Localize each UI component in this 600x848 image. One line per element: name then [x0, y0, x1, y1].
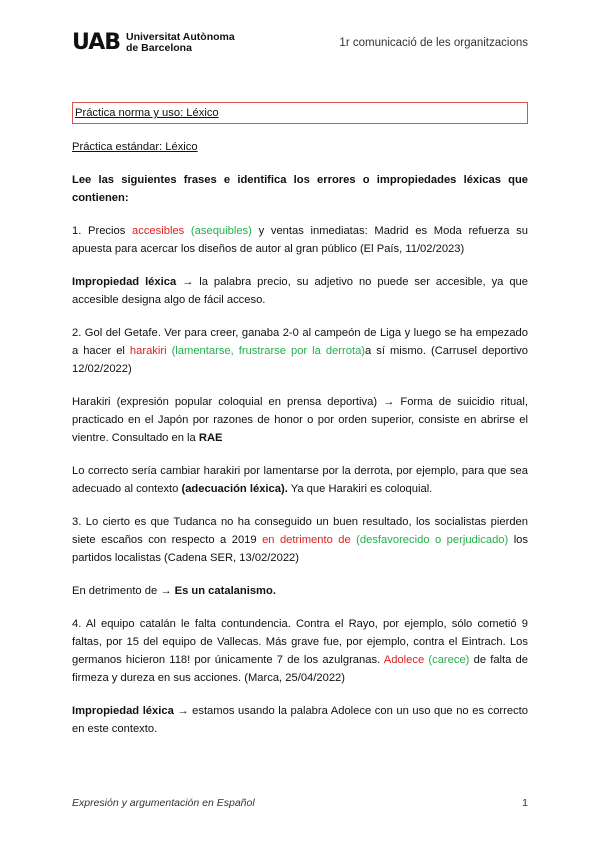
example-2-note — [72, 462, 528, 498]
ex4-error: Adolece — [383, 654, 425, 666]
example-3-note — [72, 582, 528, 600]
logo-line-2: de Barcelona — [125, 42, 192, 54]
uab-logo — [72, 32, 235, 54]
example-2-definition — [72, 393, 528, 447]
document-body — [72, 102, 528, 753]
logo-mark: UAB — [72, 30, 120, 55]
ex4-post: de falta de firmeza y dureza en sus acciones. (Marca, 25/04/2022) — [72, 654, 528, 684]
ex2-post: a sí mismo. (Carrusel deportivo 12/02/2022) — [72, 345, 528, 375]
example-1 — [72, 222, 528, 258]
ex3-note-bold: → Es un catalanismo. — [160, 585, 276, 597]
practice-title-box: Práctica norma y uso: Léxico — [72, 102, 528, 124]
ex2-note-post: Ya que Harakiri es coloquial. — [287, 483, 433, 495]
ex4-pre: 4. Al equipo catalán le falta contundencia. Contra el Rayo, por ejemplo, sólo cometió 9 faltas, por 15 del equipo de Vallecas. Más grave fue, por ejemplo, contra el Eintrach. Los germanos hicieron 118! por únicamente 7 de los azulgranas. — [72, 618, 528, 666]
ex3-error: en detrimento de — [262, 534, 351, 546]
ex2-fix: (lamentarse, frustrarse por la derrota) — [166, 345, 366, 357]
example-4 — [72, 615, 528, 687]
ex1-note-arrow: → — [176, 276, 200, 288]
ex4-note-label: Impropiedad léxica — [72, 705, 174, 717]
ex4-note-text: → estamos usando la palabra Adolece con un uso que no es correcto en este contexto. — [72, 705, 529, 735]
ex1-pre: 1. Precios — [72, 225, 133, 237]
ex2-def-text: Harakiri (expresión popular coloquial en prensa deportiva) → Forma de suicidio ritual, practicado en el Japón por razones de honor o por orden superior, consiste en abrirse el vientre. Consultado en la — [72, 396, 528, 444]
ex3-note-pre: En detrimento de — [72, 585, 161, 597]
example-3 — [72, 513, 528, 567]
logo-text — [126, 32, 235, 54]
example-4-note — [72, 702, 528, 738]
example-2 — [72, 324, 528, 378]
ex3-pre: 3. Lo cierto es que Tudanca no ha conseguido un buen resultado, los socialistas pierden siete escaños con respecto a 2019 — [72, 516, 528, 546]
ex2-note-bold: (adecuación léxica). — [181, 483, 288, 495]
ex1-post: y ventas inmediatas: Madrid es Moda refuerza su apuesta para acercar los diseños de autor al gran público (El País, 11/02/2023) — [72, 225, 528, 255]
ex1-note-label: Impropiedad léxica — [72, 276, 177, 288]
page-number: 1 — [522, 797, 528, 809]
rae-link[interactable]: RAE — [198, 432, 223, 444]
ex4-fix: (carece) — [424, 654, 470, 666]
ex3-fix: (desfavorecido o perjudicado) — [350, 534, 509, 546]
ex1-error: accesibles — [132, 225, 185, 237]
ex1-fix: (asequibles) — [184, 225, 252, 237]
ex2-note-pre: Lo correcto sería cambiar harakiri por lamentarse por la derrota, por ejemplo, para que sea adecuado al contexto — [72, 465, 528, 495]
course-title: 1r comunicació de les organitzacions — [339, 37, 528, 49]
ex2-pre: 2. Gol del Getafe. Ver para creer, ganaba 2-0 al campeón de Liga y luego se ha empezado a hacer el — [72, 327, 528, 357]
ex3-post: los partidos localistas (Cadena SER, 13/02/2022) — [72, 534, 529, 564]
practice-subtitle: Práctica estándar: Léxico — [72, 141, 198, 153]
example-1-note — [72, 273, 528, 309]
footer-subject: Expresión y argumentación en Español — [72, 797, 255, 809]
ex2-error: harakiri — [129, 345, 167, 357]
logo-line-1: Universitat Autònoma — [125, 31, 235, 43]
instruction: Lee las siguientes frases e identifica los errores o impropiedades léxicas que contienen: — [72, 174, 528, 204]
ex1-note-text: la palabra precio, su adjetivo no puede ser accesible, ya que accesible designa algo de fácil acceso. — [72, 276, 528, 306]
